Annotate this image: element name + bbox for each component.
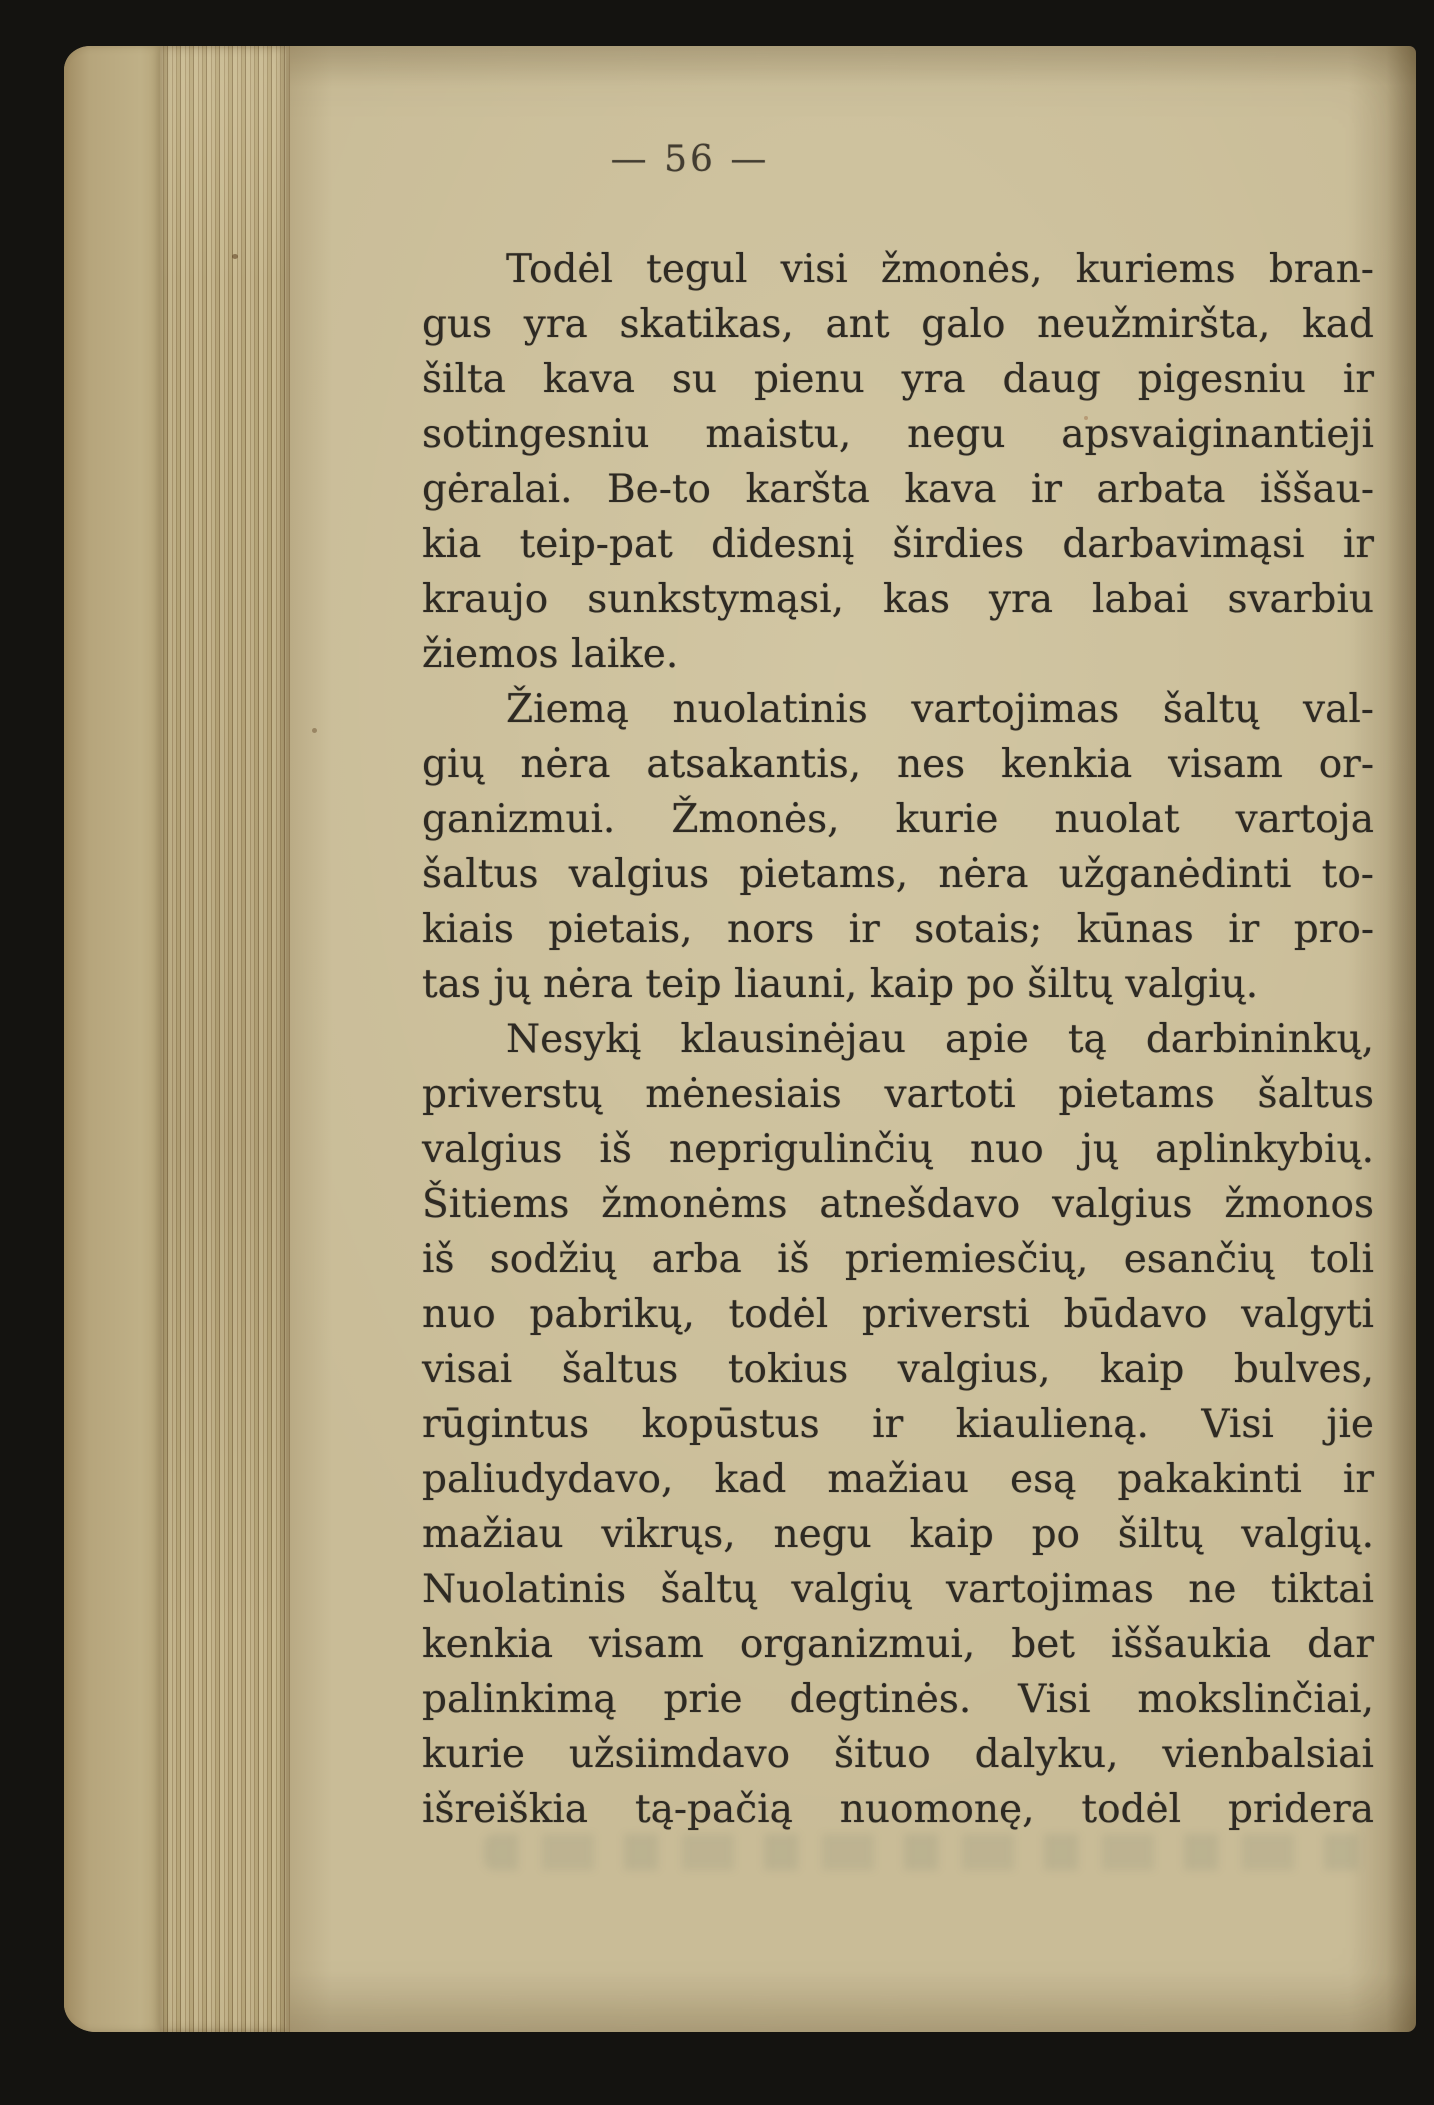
book-page (64, 46, 1416, 2032)
book-cover-edge (64, 46, 162, 2032)
body-text (422, 242, 1374, 1837)
text-line: palinkimą prie degtinės. Visi mokslinčiai, (422, 1677, 1374, 1722)
paper-speck (1084, 416, 1088, 420)
text-line: Nuolatinis šaltų valgių vartojimas ne tiktai (422, 1567, 1374, 1612)
text-line: Todėl tegul visi žmonės, kuriems bran- (506, 247, 1374, 292)
text-line: Žiemą nuolatinis vartojimas šaltų val- (506, 687, 1374, 732)
text-line: priverstų mėnesiais vartoti pietams šaltus (422, 1072, 1374, 1117)
paper-speck (312, 728, 317, 733)
text-line: mažiau vikrųs, negu kaip po šiltų valgių. (422, 1512, 1374, 1557)
page-edges-shadow (286, 46, 332, 2032)
text-line: gėralai. Be-to karšta kava ir arbata iššau- (422, 467, 1374, 512)
text-line: Nesykį klausinėjau apie tą darbininkų, (506, 1017, 1374, 1062)
text-line: išreiškia tą-pačią nuomonę, todėl pridera (422, 1787, 1374, 1832)
verso-bleed-through (484, 1834, 1364, 1870)
paper-speck (232, 254, 238, 259)
text-line: šaltus valgius pietams, nėra užganėdinti to- (422, 852, 1374, 897)
text-line: tas jų nėra teip liauni, kaip po šiltų valgių. (422, 962, 1259, 1007)
text-line: kurie užsiimdavo šituo dalyku, vienbalsiai (422, 1732, 1374, 1777)
page-edges-fan (160, 46, 290, 2032)
text-line: Šitiems žmonėms atnešdavo valgius žmonos (422, 1182, 1374, 1227)
text-line: kia teip-pat didesnį širdies darbavimąsi ir (422, 522, 1374, 567)
text-line: valgius iš neprigulinčių nuo jų aplinkybių. (422, 1127, 1374, 1172)
text-line: ganizmui. Žmonės, kurie nuolat vartoja (422, 797, 1374, 842)
text-line: gių nėra atsakantis, nes kenkia visam or- (422, 742, 1374, 787)
text-line: šilta kava su pienu yra daug pigesniu ir (422, 357, 1374, 402)
text-line: žiemos laike. (422, 632, 679, 677)
text-line: kenkia visam organizmui, bet iššaukia dar (422, 1622, 1374, 1667)
text-line: kiais pietais, nors ir sotais; kūnas ir pro- (422, 907, 1374, 952)
text-line: gus yra skatikas, ant galo neužmiršta, kad (422, 302, 1374, 347)
text-line: paliudydavo, kad mažiau esą pakakinti ir (422, 1457, 1374, 1502)
text-line: visai šaltus tokius valgius, kaip bulves, (422, 1347, 1374, 1392)
text-line: nuo pabrikų, todėl priversti būdavo valgyti (422, 1292, 1374, 1337)
text-line: kraujo sunkstymąsi, kas yra labai svarbiu (422, 577, 1374, 622)
text-line: sotingesniu maistu, negu apsvaiginantieji (422, 412, 1374, 457)
page-number: — 56 — (610, 139, 770, 180)
text-line: iš sodžių arba iš priemiesčių, esančių toli (422, 1237, 1374, 1282)
text-line: rūgintus kopūstus ir kiaulieną. Visi jie (422, 1402, 1374, 1447)
